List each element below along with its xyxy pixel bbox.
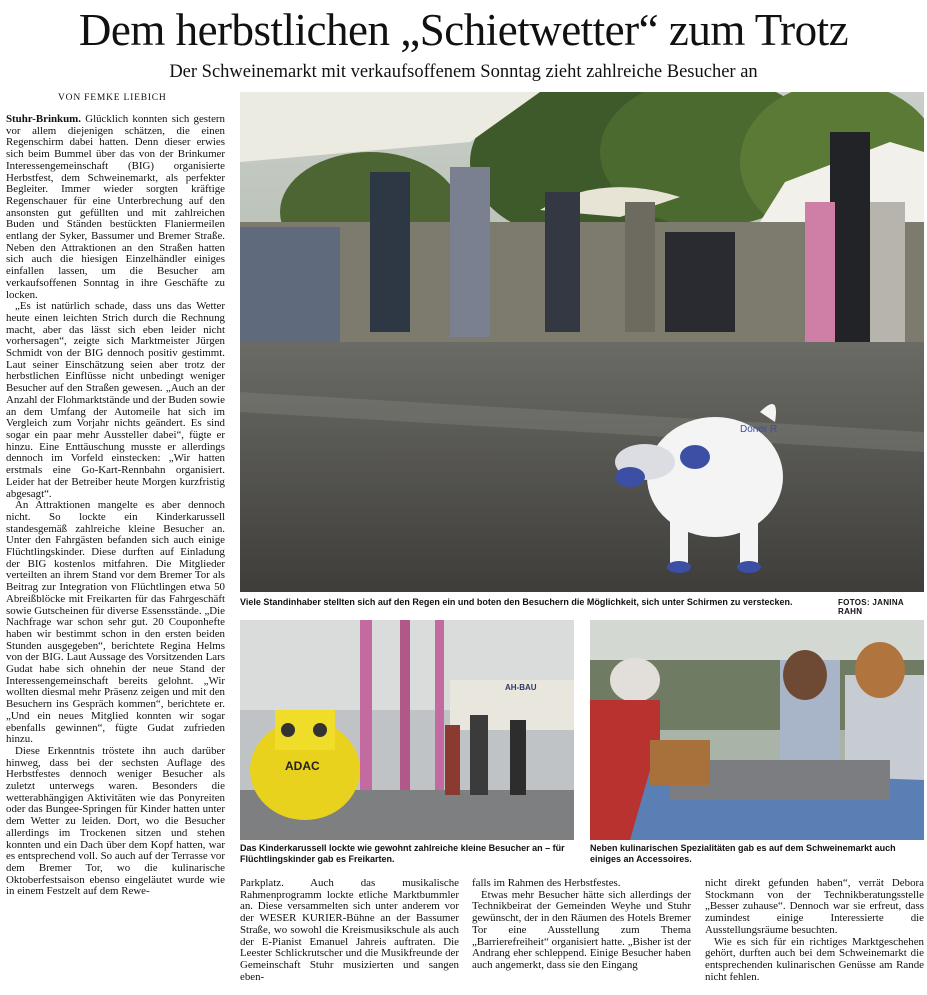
- article-paragraph: „Es ist natürlich schade, dass uns das Wetter heute einen leichten Strich durch die Rechnung macht, aber das lässt sich eben leider nicht vorhersagen“, zeigte sich Marktmeister Jürgen Schmidt von der BIG dennoch positiv gestimmt. Laut seiner Einschätzung seien aber trotz der herbstlichen Einflüsse nicht unbedingt weniger Besucher auf den Straßen gewesen. „Auch an der Anzahl der Flohmarktstände und der Buden sowie an dem Umfang der Automeile hat sich im Vergleich zum Vorjahr nichts geändert. Es sind sogar ein paar mehr Aussteller dabei“, fügte er hinzu. Eine Enttäuschung musste er allerdings dennoch im Vorfeld einstecken: „Wir hatten erstmals eine Go-Kart-Rennbahn organisiert. Leider hat der Betreiber heute Morgen kurzfristig abgesagt“.: [6, 300, 225, 500]
- article-paragraph: An Attraktionen mangelte es aber dennoch nicht. So lockte ein Kinderkarussell standesgemäß zahlreiche kleine Besucher an. Unter den Fahrgästen befanden sich auch einige Flüchtlingskinder. Diese durften auf Einladung der BIG kostenlos mitfahren. Die Mitglieder verteilten an ihrem Stand vor dem Bremer Tor als Beitrag zur Integration von Flüchtlingen etwa 50 Abreißblöcke mit Freikarten für das Fahrgeschäft sowie Gutscheinen für diverse Essensstände. „Die Nachfrage war schon sehr gut. 20 Couponhefte haben wir bestimmt schon in den ersten beiden Stunden ausgegeben“, berichtete Regina Helms von der BIG. Laut Aussage des Vorsitzenden Lars Gudat habe sich ohnehin der neue Stand der Interessengemeinschaft bereits gelohnt. „Wir wollten diesmal mehr Präsenz zeigen und mit den Besuchern ins Gespräch kommen“, berichtete er. „Und ein neues Mitglied konnten wir sogar ebenfalls gewinnen“, fügte Gudat zufrieden hinzu.: [6, 499, 225, 746]
- article-paragraph: nicht direkt gefunden haben“, verrät Debora Stockmann von der Technikberatungsstelle „Besser zuhause“. Dennoch war sie erfreut, dass zumindest einige Interessierte die Ausstellungsräume besuchten.: [705, 877, 924, 936]
- byline: VON FEMKE LIEBICH: [58, 93, 167, 103]
- carousel-photo: [240, 620, 574, 840]
- subheadline: Der Schweinemarkt mit verkaufsoffenem Sonntag zieht zahlreiche Besucher an: [169, 62, 758, 82]
- article-paragraph: Wie es sich für ein richtiges Marktgeschehen gehört, durften auch bei dem Schweinemarkt die entsprechenden kulinarischen Genüsse am Rande nicht fehlen.: [705, 935, 924, 983]
- article-paragraph: falls im Rahmen des Herbstfestes.: [472, 877, 621, 889]
- jewelry-photo: [590, 620, 924, 840]
- article-column-3: [472, 878, 691, 972]
- ride-label: ADAC: [285, 759, 320, 773]
- headline: Dem herbstlichen „Schietwetter“ zum Trotz: [78, 5, 849, 55]
- sign-label: AH-BAU: [505, 683, 537, 692]
- article-paragraph: Parkplatz. Auch das musikalische Rahmenprogramm lockte etliche Marktbummler an. Diese versammelten sich unter anderem vor der WESER KURIER-Bühne an der Bassumer Straße, wo sowohl die Kreismusikschule als auch der E-Pianist Emanuel Jahreis auftraten. Die Leester Schlickrutscher und die Musikfreunde der Gemeinschaft Stuhr musizierten und sangen eben-: [240, 877, 459, 983]
- main-photo-caption: Viele Standinhaber stellten sich auf den Regen ein und boten den Besuchern die Möglichkeit, sich unter Schirmen zu verstecken.: [240, 597, 793, 607]
- main-photo: [240, 92, 924, 592]
- article-column-1: [6, 114, 225, 990]
- article-column-4: [705, 878, 924, 983]
- article-paragraph: Stuhr-Brinkum. Glücklich konnten sich gestern vor allem diejenigen schätzen, die einen Regenschirm dabei hatten. Denn dieser erwies sich beim Bummel über das von der Brinkumer Interessengemeinschaft (BIG) organisierte Herbstfest, dem Schweinemarkt, als perfekter Begleiter. Immer wieder sorgten kräftige Regenschauer für eine Unterbrechung auf den ansonsten gut gefüllten und mit zahlreichen Buden und Ständen bestückten Flaniermeilen entlang der Syker, Bassumer und Bremer Straße. Neben den Attraktionen an den Straßen hatten sich auch die hiesigen Einzelhändler einiges einfallen lassen, um die Besucher am verkaufsoffenen Sonntag in ihre Geschäfte zu locken.: [6, 114, 225, 301]
- carousel-caption: Das Kinderkarussell lockte wie gewohnt zahlreiche kleine Besucher an – für Flüchtlingskinder gab es Freikarten.: [240, 843, 565, 864]
- dateline: Stuhr-Brinkum.: [6, 114, 81, 125]
- jewelry-caption: Neben kulinarischen Spezialitäten gab es auf dem Schweinemarkt auch einiges an Accessoires.: [590, 843, 896, 864]
- pig-label: Doner R: [740, 424, 778, 435]
- photo-credit: FOTOS: JANINA RAHN: [838, 598, 904, 616]
- article-paragraph: Diese Erkenntnis tröstete ihn auch darüber hinweg, dass bei der sechsten Auflage des Herbstfestes dennoch weniger Besucher als zuletzt unterwegs waren. Besonders die wetterabhängigen Aktivitäten wie das Ponyreiten oder das Bungee-Springen für Kinder hatten unter dem Wetter zu leiden. Dort, wo die Besucher allerdings im Trockenen sitzen und stehen konnten und ein Dach über dem Kopf hatten, war es entsprechend voll. So auch auf der Terrasse vor dem Bremer Tor, wo die kulinarische Oktoberfestsaison ebenso eingeläutet wurde wie in einem Festzelt auf dem Rewe-: [6, 744, 225, 898]
- article-column-2: [240, 878, 459, 983]
- article-paragraph: Etwas mehr Besucher hätte sich allerdings der Technikbeirat der Gemeinden Weyhe und Stuhr gewünscht, der in den Räumen des Hotels Bremer Tor eine Ausstellung zum Thema „Barrierefreiheit“ organisiert hatte. „Bisher ist der Andrang eher schleppend. Einige Besucher haben auch angemerkt, dass sie den Eingang: [472, 888, 691, 971]
